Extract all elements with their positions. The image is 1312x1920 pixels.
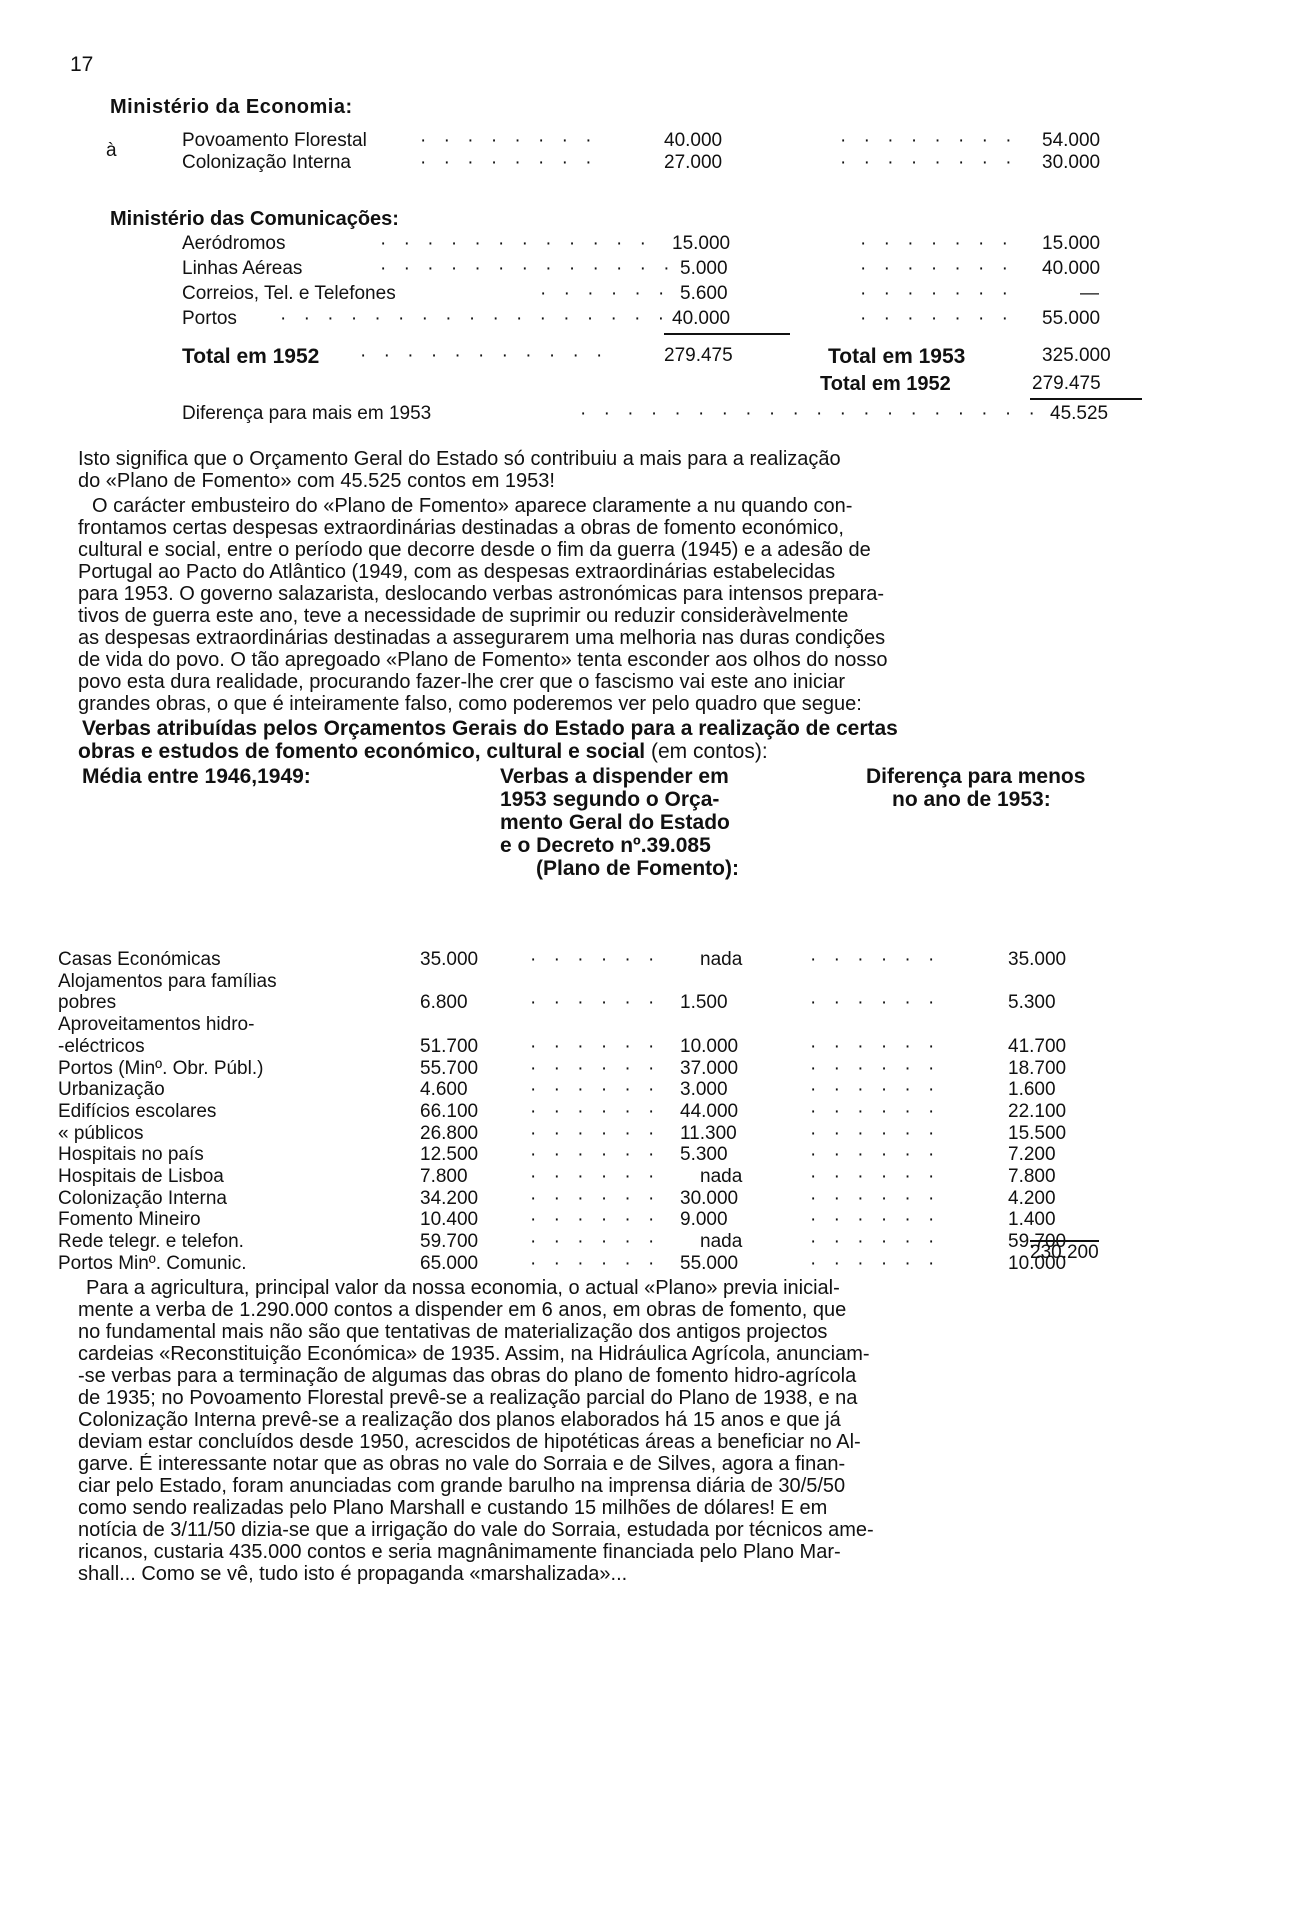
leader-dots: · · · · · · — [530, 1144, 661, 1165]
row-label: Correios, Tel. e Telefones — [182, 283, 396, 304]
leader-dots: · · · · · · — [810, 992, 941, 1013]
text-line: do «Plano de Fomento» com 45.525 contos em 1953! — [78, 470, 555, 492]
diff-value: 59.700 — [1008, 1231, 1067, 1252]
paragraph — [78, 448, 1208, 492]
leader-dots: · · · · · · — [810, 1144, 941, 1165]
text-line: -se verbas para a terminação de algumas das obras do plano de fomento hidro-agrícola — [78, 1365, 857, 1387]
verba-value: nada — [700, 1231, 743, 1252]
row-label: Portos (Minº. Obr. Públ.) — [58, 1058, 264, 1079]
text-line: de vida do povo. O tão apregoado «Plano de Fomento» tenta esconder aos olhos do nosso — [78, 649, 888, 671]
media-value: 10.400 — [420, 1209, 479, 1230]
verba-value: 3.000 — [680, 1079, 728, 1100]
leader-dots: · · · · · · — [530, 1058, 661, 1079]
verba-value: 1.500 — [680, 992, 728, 1013]
leader-dots: · · · · · · · — [860, 233, 1014, 254]
value-1952: 5.600 — [680, 283, 728, 304]
leader-dots: · · · · · · · — [860, 308, 1014, 329]
header-verbas-line: 1953 segundo o Orça- — [500, 788, 720, 811]
diff-value: 41.700 — [1008, 1036, 1067, 1057]
media-value: 26.800 — [420, 1123, 479, 1144]
value-1953: — — [1080, 283, 1099, 304]
diff-value: 1.400 — [1008, 1209, 1056, 1230]
text-line: cardeias «Reconstituição Económica» de 1935. Assim, na Hidráulica Agrícola, anunciam- — [78, 1343, 870, 1365]
leader-dots: · · · · · · — [810, 1058, 941, 1079]
verba-value: 9.000 — [680, 1209, 728, 1230]
text-line: ricanos, custaria 435.000 contos e seria magnânimamente financiada pelo Plano Mar- — [78, 1541, 841, 1563]
text-line: notícia de 3/11/50 dizia-se que a irrigação do vale do Sorraia, estudada por técnicos ame- — [78, 1519, 874, 1541]
diff-value: 4.200 — [1008, 1188, 1056, 1209]
diff-value: 1.600 — [1008, 1079, 1056, 1100]
ministerio-comunicacoes-heading: Ministério das Comunicações: — [110, 208, 399, 230]
table-title-text: obras e estudos de fomento económico, cultural e social — [78, 740, 646, 763]
leader-dots: · · · · · · — [530, 1123, 661, 1144]
leader-dots: · · · · · · — [540, 283, 671, 304]
value-1952: 40.000 — [672, 308, 731, 329]
leader-dots: · · · · · · — [530, 949, 661, 970]
diferenca-value: 45.525 — [1050, 403, 1109, 424]
diff-value: 22.100 — [1008, 1101, 1067, 1122]
row-label: Colonização Interna — [58, 1188, 227, 1209]
header-verbas-line: (Plano de Fomento): — [536, 857, 739, 880]
leader-dots: · · · · · · · · — [420, 130, 598, 151]
diff-value: 15.500 — [1008, 1123, 1067, 1144]
text-line: garve. É interessante notar que as obras no vale do Sorraia e de Silves, agora a finan- — [78, 1453, 846, 1475]
value-1952: 5.000 — [680, 258, 728, 279]
verba-value: 5.300 — [680, 1144, 728, 1165]
media-value: 66.100 — [420, 1101, 479, 1122]
text-line: mente a verba de 1.290.000 contos a dispender em 6 anos, em obras de fomento, que — [78, 1299, 847, 1321]
table-title-unit: (em contos): — [650, 740, 768, 763]
diff-value: 18.700 — [1008, 1058, 1067, 1079]
diff-value: 5.300 — [1008, 992, 1056, 1013]
row-label: Hospitais no país — [58, 1144, 204, 1165]
text-line: cultural e social, entre o período que decorre desde o fim da guerra (1945) e a adesão de — [78, 539, 871, 561]
text-line: para 1953. O governo salazarista, deslocando verbas astronómicas para intensos prepara- — [78, 583, 885, 605]
row-label: Rede telegr. e telefon. — [58, 1231, 244, 1252]
header-verbas-line: e o Decreto nº.39.085 — [500, 834, 711, 857]
text-line: O carácter embusteiro do «Plano de Fomento» aparece claramente a nu quando con- — [92, 495, 853, 517]
section-marker: à — [106, 140, 117, 161]
text-line: as despesas extraordinárias destinadas a assegurarem uma melhoria nas duras condições — [78, 627, 886, 649]
leader-dots: · · · · · · · · · · · — [360, 345, 609, 366]
leader-dots: · · · · · · — [810, 1101, 941, 1122]
sum-rule — [664, 333, 790, 335]
value-1952: 27.000 — [664, 152, 723, 173]
leader-dots: · · · · · · — [530, 1209, 661, 1230]
text-line: no fundamental mais não são que tentativas de materialização dos antigos projectos — [78, 1321, 828, 1343]
paragraph — [78, 1277, 1206, 1585]
text-line: Para a agricultura, principal valor da nossa economia, o actual «Plano» previa inicial- — [86, 1277, 840, 1299]
table-title-line2 — [78, 740, 768, 764]
leader-dots: · · · · · · — [810, 1036, 941, 1057]
media-value: 59.700 — [420, 1231, 479, 1252]
verba-value: 11.300 — [680, 1123, 737, 1144]
value-1953: 40.000 — [1042, 258, 1101, 279]
row-label: Urbanização — [58, 1079, 165, 1100]
row-label: Aproveitamentos hidro- — [58, 1014, 255, 1035]
row-label: Edifícios escolares — [58, 1101, 217, 1122]
media-value: 7.800 — [420, 1166, 468, 1187]
leader-dots: · · · · · · — [530, 1188, 661, 1209]
verba-value: 44.000 — [680, 1101, 739, 1122]
text-line: deviam estar concluídos desde 1950, acrescidos de hipotéticas áreas a beneficiar no Al- — [78, 1431, 861, 1453]
ministerio-economia-heading: Ministério da Economia: — [110, 96, 353, 118]
text-line: ciar pelo Estado, foram anunciadas com grande barulho na imprensa diária de 30/5/50 — [78, 1475, 846, 1497]
diff-value: 35.000 — [1008, 949, 1067, 970]
header-diferenca-line: Diferença para menos — [866, 765, 1086, 788]
diff-value: 7.200 — [1008, 1144, 1056, 1165]
leader-dots: · · · · · · — [530, 1253, 661, 1274]
verba-value: 10.000 — [680, 1036, 739, 1057]
row-label: Aeródromos — [182, 233, 286, 254]
diferenca-label: Diferença para mais em 1953 — [182, 403, 432, 424]
row-label: Casas Económicas — [58, 949, 221, 970]
text-line: de 1935; no Povoamento Florestal prevê-se a realização parcial do Plano de 1938, e na — [78, 1387, 858, 1409]
text-line: povo esta dura realidade, procurando fazer-lhe crer que o fascismo vai este ano iniciar — [78, 671, 846, 693]
row-label: Portos Minº. Comunic. — [58, 1253, 247, 1274]
sum-rule — [1030, 398, 1142, 400]
row-label: pobres — [58, 992, 117, 1013]
total-1952-label: Total em 1952 — [182, 345, 320, 368]
leader-dots: · · · · · · · · · · · · · · · · · — [280, 308, 671, 329]
leader-dots: · · · · · · — [810, 1253, 941, 1274]
diff-value: 10.000 — [1008, 1253, 1067, 1274]
leader-dots: · · · · · · — [530, 1166, 661, 1187]
leader-dots: · · · · · · — [810, 1209, 941, 1230]
leader-dots: · · · · · · — [530, 1036, 661, 1057]
text-line: shall... Como se vê, tudo isto é propaganda «marshalizada»... — [78, 1563, 628, 1585]
verba-value: nada — [700, 949, 743, 970]
leader-dots: · · · · · · · · · · · · · — [380, 258, 676, 279]
leader-dots: · · · · · · — [810, 1079, 941, 1100]
leader-dots: · · · · · · — [810, 949, 941, 970]
media-value: 35.000 — [420, 949, 479, 970]
media-value: 55.700 — [420, 1058, 479, 1079]
row-label: Fomento Mineiro — [58, 1209, 201, 1230]
paragraph — [78, 495, 1208, 715]
media-value: 51.700 — [420, 1036, 479, 1057]
total-1953-value: 325.000 — [1042, 345, 1111, 366]
verba-value: 30.000 — [680, 1188, 739, 1209]
leader-dots: · · · · · · · · — [840, 130, 1018, 151]
table-title-line: Verbas atribuídas pelos Orçamentos Gerais do Estado para a realização de certas — [82, 717, 898, 740]
text-line: tivos de guerra este ano, teve a necessidade de suprimir ou reduzir consideràvelmente — [78, 605, 849, 627]
leader-dots: · · · · · · · — [860, 283, 1014, 304]
leader-dots: · · · · · · — [810, 1188, 941, 1209]
text-line: Isto significa que o Orçamento Geral do Estado só contribuiu a mais para a realização — [78, 448, 841, 470]
verba-value: nada — [700, 1166, 743, 1187]
header-media: Média entre 1946,1949: — [82, 765, 311, 788]
row-label: « públicos — [58, 1123, 144, 1144]
leader-dots: · · · · · · · · · · · · · · · · · · · · — [580, 403, 1041, 424]
verba-value: 55.000 — [680, 1253, 739, 1274]
value-1952: 40.000 — [664, 130, 723, 151]
verba-value: 37.000 — [680, 1058, 739, 1079]
value-1953: 30.000 — [1042, 152, 1101, 173]
row-label: -eléctricos — [58, 1036, 145, 1057]
page-number: 17 — [70, 53, 94, 76]
leader-dots: · · · · · · — [810, 1123, 941, 1144]
text-line: como sendo realizadas pelo Plano Marshall e custando 15 milhões de dólares! E em — [78, 1497, 828, 1519]
value-1953: 55.000 — [1042, 308, 1101, 329]
leader-dots: · · · · · · — [530, 1101, 661, 1122]
leader-dots: · · · · · · · · · · · · — [380, 233, 652, 254]
row-label: Colonização Interna — [182, 152, 351, 173]
total-1952b-label: Total em 1952 — [820, 373, 951, 395]
media-value: 12.500 — [420, 1144, 479, 1165]
leader-dots: · · · · · · · · — [420, 152, 598, 173]
value-1953: 15.000 — [1042, 233, 1101, 254]
total-1952-value: 279.475 — [664, 345, 733, 366]
header-verbas-line: Verbas a dispender em — [500, 765, 729, 788]
text-line: Colonização Interna prevê-se a realização dos planos elaborados há 15 anos e que já — [78, 1409, 841, 1431]
header-diferenca-line: no ano de 1953: — [892, 788, 1051, 811]
leader-dots: · · · · · · · · — [840, 152, 1018, 173]
text-line: frontamos certas despesas extraordinárias destinadas a obras de fomento económico, — [78, 517, 844, 539]
value-1952: 15.000 — [672, 233, 731, 254]
leader-dots: · · · · · · — [530, 1079, 661, 1100]
row-label: Portos — [182, 308, 237, 329]
media-value: 6.800 — [420, 992, 468, 1013]
diff-value: 7.800 — [1008, 1166, 1056, 1187]
leader-dots: · · · · · · — [810, 1166, 941, 1187]
text-line: grandes obras, o que é inteiramente falso, como poderemos ver pelo quadro que segue: — [78, 693, 862, 715]
row-label: Povoamento Florestal — [182, 130, 367, 151]
header-verbas-line: mento Geral do Estado — [500, 811, 730, 834]
value-1953: 54.000 — [1042, 130, 1101, 151]
media-value: 34.200 — [420, 1188, 479, 1209]
media-value: 4.600 — [420, 1079, 468, 1100]
row-label: Hospitais de Lisboa — [58, 1166, 224, 1187]
media-value: 65.000 — [420, 1253, 479, 1274]
leader-dots: · · · · · · · — [860, 258, 1014, 279]
total-1952b-value: 279.475 — [1032, 373, 1101, 394]
leader-dots: · · · · · · — [810, 1231, 941, 1252]
total-1953-label: Total em 1953 — [828, 345, 966, 368]
table-total: 230.200 — [1030, 1242, 1099, 1263]
leader-dots: · · · · · · — [530, 992, 661, 1013]
row-label: Linhas Aéreas — [182, 258, 303, 279]
leader-dots: · · · · · · — [530, 1231, 661, 1252]
text-line: Portugal ao Pacto do Atlântico (1949, com as despesas extraordinárias estabelecidas — [78, 561, 836, 583]
row-label: Alojamentos para famílias — [58, 971, 277, 992]
